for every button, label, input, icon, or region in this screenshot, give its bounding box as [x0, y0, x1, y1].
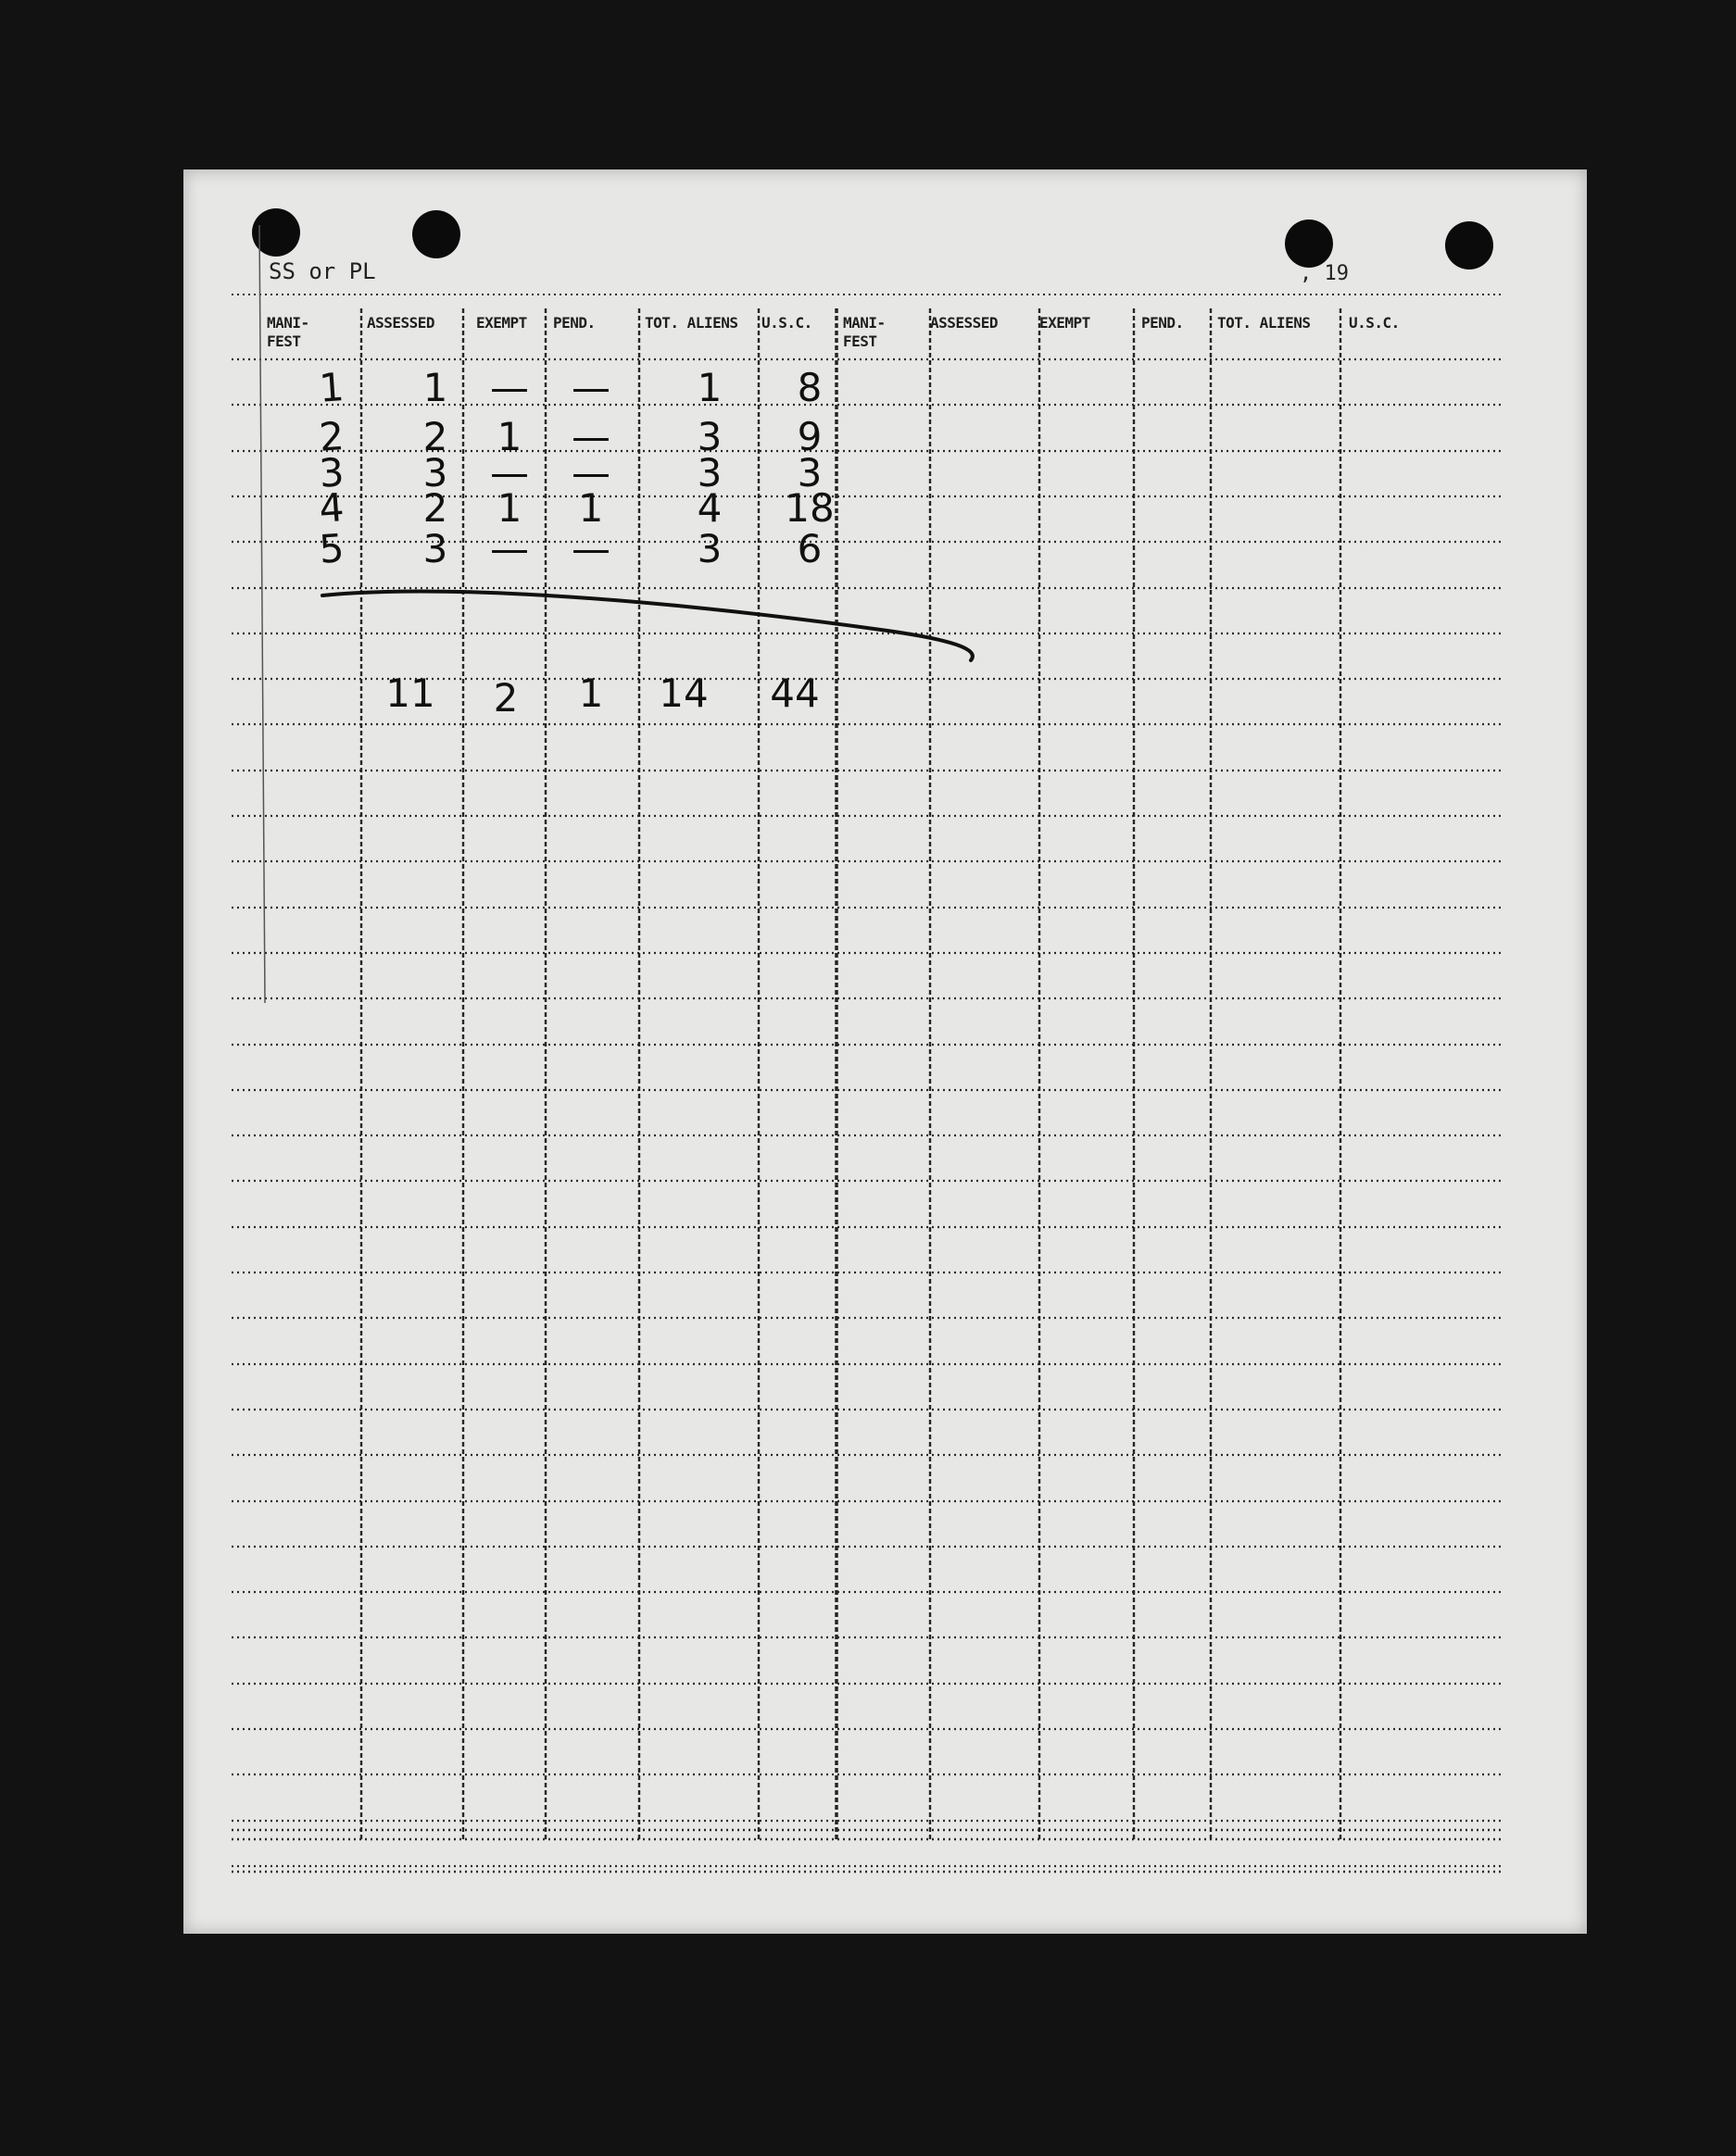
entry-usc-cell: 8 [797, 365, 823, 410]
header-manifest-right-1: MANI- [843, 314, 886, 332]
total-exempt: 2 [493, 675, 519, 721]
entry-usc-cell: 3 [797, 450, 823, 495]
entry-assessed-cell: 3 [422, 526, 448, 571]
handwritten-underline [322, 591, 973, 660]
entry-manifest-cell: 1 [317, 364, 346, 411]
entry-tot-aliens-cell: 3 [697, 450, 723, 495]
entry-pend-cell: — [572, 450, 610, 495]
header-exempt-left: EXEMPT [476, 314, 527, 332]
entry-pend-cell: — [572, 365, 610, 410]
vessel-label: SS or PL [269, 258, 376, 284]
entry-usc-cell: 6 [797, 526, 823, 571]
total-usc: 44 [770, 671, 820, 716]
header-exempt-right: EXEMPT [1039, 314, 1090, 332]
entry-assessed-cell: 2 [422, 414, 448, 459]
entry-pend-cell: — [572, 526, 610, 571]
entry-assessed-cell: 2 [422, 485, 448, 531]
entry-exempt-cell: — [490, 526, 529, 571]
header-assessed-left: ASSESSED [367, 314, 435, 332]
entry-manifest-cell: 3 [317, 449, 346, 496]
header-pend-left: PEND. [553, 314, 596, 332]
entry-tot-aliens-cell: 4 [697, 485, 723, 531]
header-pend-right: PEND. [1141, 314, 1184, 332]
entry-pend-cell: 1 [578, 485, 604, 531]
margin-line [259, 225, 265, 1003]
entry-pend-cell: — [572, 414, 610, 459]
entry-exempt-cell: 1 [497, 414, 522, 459]
header-usc-right: U.S.C. [1349, 314, 1400, 332]
header-manifest-left-2: FEST [267, 332, 301, 350]
entry-exempt-cell: — [490, 450, 529, 495]
form-grid [183, 169, 1587, 1934]
entry-assessed-cell: 1 [422, 365, 448, 410]
entry-exempt-cell: 1 [497, 485, 522, 531]
entry-tot-aliens-cell: 3 [697, 526, 723, 571]
entry-manifest-cell: 2 [317, 413, 346, 460]
total-assessed: 11 [385, 671, 435, 716]
entry-tot-aliens-cell: 1 [697, 365, 723, 410]
entry-usc-cell: 9 [797, 414, 823, 459]
entry-exempt-cell: — [490, 365, 529, 410]
header-assessed-right: ASSESSED [930, 314, 999, 332]
entry-manifest-cell: 5 [317, 525, 346, 572]
total-tot-aliens: 14 [659, 671, 709, 716]
header-usc-left: U.S.C. [761, 314, 812, 332]
date-year-label: , 19 [1300, 262, 1349, 285]
entry-assessed-cell: 3 [422, 450, 448, 495]
header-manifest-right-2: FEST [843, 332, 877, 350]
form-sheet [183, 169, 1587, 1934]
entry-usc-cell: 18 [785, 485, 835, 531]
header-manifest-left-1: MANI- [267, 314, 309, 332]
header-tot-aliens-right: TOT. ALIENS [1217, 314, 1311, 332]
total-pend: 1 [578, 671, 604, 716]
entry-tot-aliens-cell: 3 [697, 414, 723, 459]
entry-manifest-cell: 4 [317, 484, 346, 532]
header-tot-aliens-left: TOT. ALIENS [645, 314, 738, 332]
